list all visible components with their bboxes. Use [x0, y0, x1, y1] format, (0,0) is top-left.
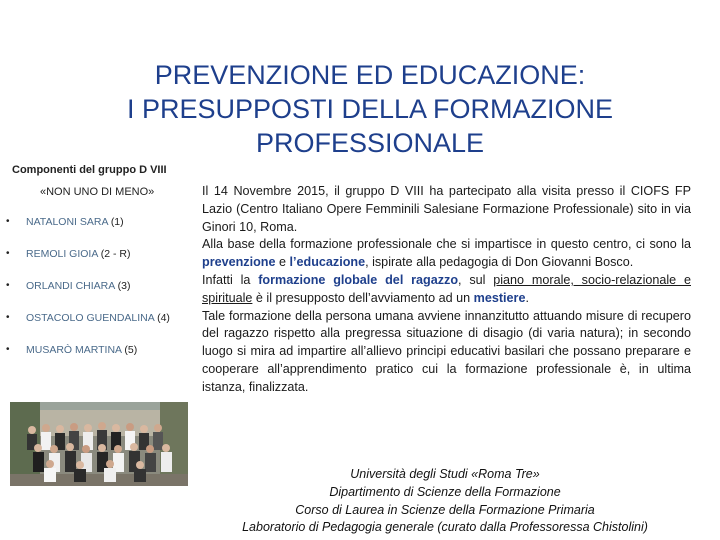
member-list — [6, 216, 196, 376]
member-name: MUSARÒ MARTINA — [26, 344, 122, 356]
footer-laboratory: Laboratorio di Pedagogia generale (curato dalla Professoressa Chistolini) — [242, 520, 648, 535]
text-segment: è il presupposto dell’avviamento ad un — [252, 290, 474, 305]
highlight-prevenzione: prevenzione — [202, 255, 276, 270]
member-role: (1) — [110, 216, 124, 228]
member-role: (5) — [124, 344, 138, 356]
member-name: REMOLI GIOIA — [26, 248, 98, 260]
member-role: (4) — [157, 312, 170, 324]
description-text — [202, 183, 691, 397]
text-segment: , sul — [458, 272, 494, 287]
list-item — [6, 216, 196, 248]
member-role: (2 - R) — [100, 248, 131, 260]
member-name: ORLANDI CHIARA — [26, 280, 115, 292]
footer-course: Corso di Laurea in Scienze della Formazione Primaria — [295, 502, 595, 517]
text-segment: . — [525, 290, 529, 305]
text-segment: e — [275, 255, 290, 270]
text-segment: , ispirate alla pedagogia di Don Giovanni Bosco. — [365, 255, 634, 270]
group-heading: Componenti del gruppo D VIII — [12, 164, 167, 176]
member-name: NATALONI SARA — [26, 216, 108, 228]
member-name: OSTACOLO GUENDALINA — [26, 312, 155, 324]
bullet-icon: • — [6, 216, 10, 227]
paragraph-foundations — [202, 236, 691, 272]
footer-credits — [210, 466, 680, 537]
team-motto: «NON UNO DI MENO» — [40, 186, 155, 198]
member-role: (3) — [117, 280, 131, 292]
highlight-educazione: l’educazione — [289, 255, 366, 270]
bullet-icon: • — [6, 280, 10, 291]
highlight-mestiere: mestiere — [473, 290, 526, 305]
highlight-formazione-globale: formazione globale del ragazzo — [258, 272, 459, 287]
paragraph-visit: Il 14 Novembre 2015, il gruppo D VIII ha partecipato alla visita presso il CIOFS FP Lazio (Centro Italiano Opere Femminili Salesiane Formazione Professionale) sito in via Ginori 10, Roma. — [202, 184, 691, 234]
paragraph-formation — [202, 272, 691, 308]
title-line-1: PREVENZIONE ED EDUCAZIONE: — [154, 60, 586, 90]
list-item — [6, 344, 196, 376]
page-title — [90, 58, 650, 160]
title-line-3: PROFESSIONALE — [255, 128, 485, 158]
list-item — [6, 248, 196, 280]
bullet-icon: • — [6, 312, 10, 323]
list-item — [6, 312, 196, 344]
footer-university: Università degli Studi «Roma Tre» — [350, 467, 540, 481]
bullet-icon: • — [6, 344, 10, 355]
list-item — [6, 280, 196, 312]
bullet-icon: • — [6, 248, 10, 259]
text-segment: Alla base della formazione professionale che si impartisce in questo centro, ci sono la — [202, 237, 691, 252]
title-line-2: I PRESUPPOSTI DELLA FORMAZIONE — [126, 94, 614, 124]
paragraph-recovery: Tale formazione della persona umana avviene innanzitutto attuando misure di recupero del ragazzo rispetto alla pregressa situazione di disagio (di varia natura); in secondo luogo si mira ad impartire all’allievo principi educativi basilari che possano preparare e cooperare all’apprendimento pratico cui la formazione professionale è, in ultima istanza, finalizzata. — [202, 308, 691, 394]
footer-department: Dipartimento di Scienze della Formazione — [329, 484, 561, 499]
text-segment: Infatti la — [202, 272, 259, 287]
group-photo — [10, 402, 188, 486]
underlined-piano-morale: piano morale, socio-relazionale e spirituale — [202, 272, 691, 305]
